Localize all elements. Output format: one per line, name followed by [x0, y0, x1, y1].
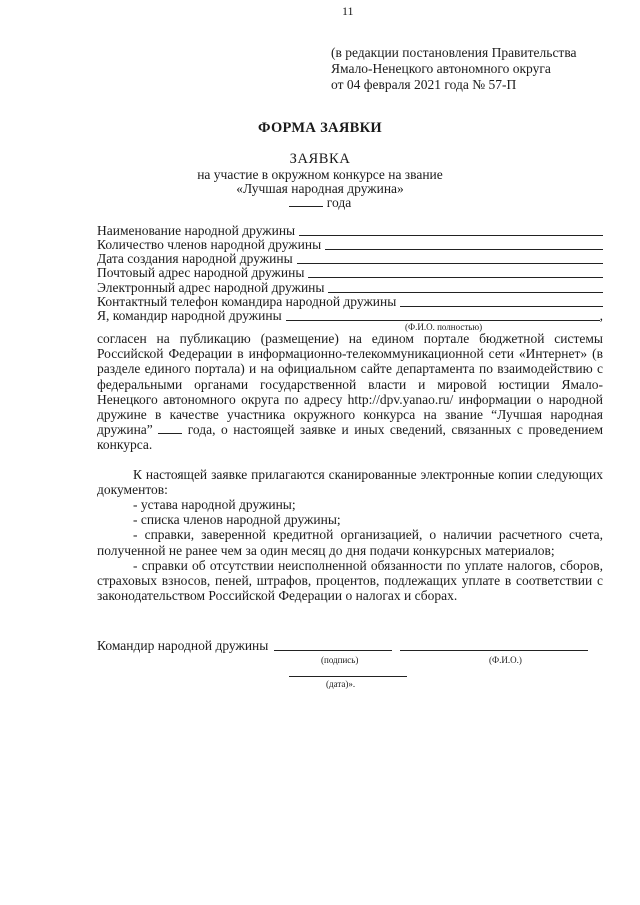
field-line[interactable]: [400, 306, 603, 307]
field-line[interactable]: [325, 249, 603, 250]
fio-full-hint: (Ф.И.О. полностью): [405, 322, 483, 332]
field-line[interactable]: [297, 263, 603, 264]
field-label: Электронный адрес народной дружины: [97, 280, 325, 295]
comma: ,: [599, 308, 603, 323]
form-title: ФОРМА ЗАЯВКИ: [258, 120, 382, 136]
field-line[interactable]: [299, 235, 603, 236]
attachments-intro: К настоящей заявке прилагаются сканированные электронные копии следующих документов:: [97, 467, 603, 498]
attachment-item: - списка членов народной дружины;: [133, 512, 341, 528]
year-blank[interactable]: [289, 196, 323, 207]
consent-text-1: согласен на публикацию (размещение) на едином портале бюджетной системы Российской Федерации в информационно-телекоммуникационной сети «Интернет» (в разделе единого портала) и на официальном сайте департамента по взаимодействию с федеральными органами государственной власти и мировой юстиции Ямало-Ненецкого автономного округа по адресу http://dpv.yanao.ru/ информации о народной дружине в качестве участника окружного конкурса на звание “Лучшая народная дружина”: [97, 331, 603, 438]
application-year: [0, 195, 640, 211]
field-line[interactable]: [308, 277, 603, 278]
field-label: Наименование народной дружины: [97, 223, 296, 238]
signature-line[interactable]: [274, 650, 392, 651]
field-label: Дата создания народной дружины: [97, 251, 293, 266]
attachments-list: [97, 497, 603, 603]
fio-line[interactable]: [400, 650, 588, 651]
field-label: Я, командир народной дружины: [97, 308, 282, 323]
signature-label: Командир народной дружины: [97, 638, 269, 653]
field-line[interactable]: [328, 292, 603, 293]
edition-line-3: от 04 февраля 2021 года № 57-П: [331, 77, 517, 92]
consent-text-2: года, о настоящей заявке и иных сведений, связанных с проведением конкурса.: [97, 422, 603, 453]
year-blank-inline[interactable]: [158, 423, 182, 434]
field-commander-fio[interactable]: [97, 309, 603, 324]
signature-row: [97, 638, 607, 654]
year-label: года: [326, 195, 352, 210]
page-number: 11: [342, 4, 354, 18]
field-label: Количество членов народной дружины: [97, 237, 322, 252]
date-hint: (дата)».: [326, 679, 356, 689]
attachment-item: - справки, заверенной кредитной организацией, о наличии расчетного счета, полученной не ранее чем за один месяц до дня подачи конкурсных материалов;: [97, 527, 603, 558]
date-line[interactable]: [289, 676, 407, 677]
edition-line-2: Ямало-Ненецкого автономного округа: [331, 61, 551, 76]
field-line[interactable]: [286, 320, 600, 321]
fio-hint: (Ф.И.О.): [489, 655, 522, 665]
application-subtitle-2: «Лучшая народная дружина»: [236, 181, 404, 196]
consent-paragraph: [97, 331, 603, 453]
attachment-item: - справки об отсутствии неисполненной обязанности по уплате налогов, сборов, страховых взносов, пеней, штрафов, процентов, подлежащих уплате в соответствии с законодательством Российской Федерации о налогах и сборах.: [97, 557, 603, 604]
edition-note: [331, 45, 577, 93]
signature-hint: (подпись): [321, 655, 359, 665]
application-subtitle-1: на участие в окружном конкурсе на звание: [197, 167, 443, 182]
attachment-item: - устава народной дружины;: [133, 497, 296, 512]
application-title: ЗАЯВКА: [289, 151, 351, 167]
field-label: Контактный телефон командира народной дружины: [97, 294, 397, 309]
field-postal-address[interactable]: [97, 266, 603, 281]
edition-line-1: (в редакции постановления Правительства: [331, 45, 577, 60]
field-label: Почтовый адрес народной дружины: [97, 265, 305, 280]
